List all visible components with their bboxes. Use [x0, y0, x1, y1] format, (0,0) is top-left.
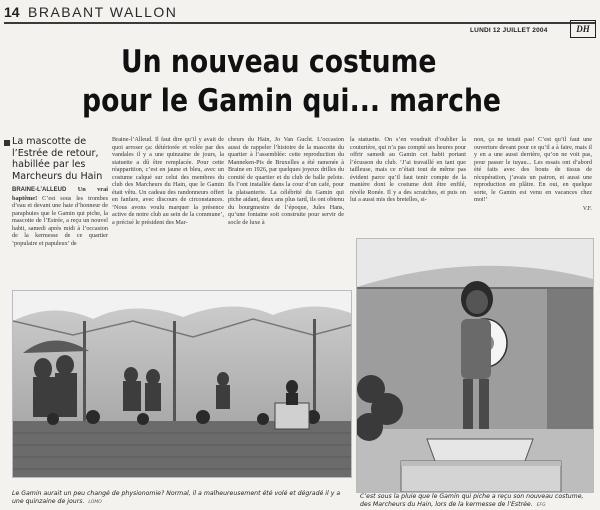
page-number: 14 [4, 4, 20, 20]
photo-gamin-statue [356, 238, 594, 493]
caption-left [12, 490, 350, 507]
photo-kermesse-crowd [12, 290, 352, 478]
article-column-3 [228, 136, 344, 226]
header-rule [4, 22, 596, 24]
caption-right-text: C’est sous la pluie que le Gamin qui piche a reçu son nouveau costume, des Marcheurs du Hain, lors de la kermesse de l’Estrée. [360, 493, 584, 508]
article-column-2 [112, 136, 224, 226]
standfirst-marker [4, 140, 10, 146]
column-3-text: cheurs du Hain, Jo Van Gucht. L’occasion aussi de rappeler l’histoire de la mascotte du quartier à l’assemblée: cette reproduction du Manneken-Pis de Bruxelles a été ramenée à Braine en 1926, par quelques joyeux drilles du comité de quartier et du club de balle pelote. Ils l’ont installée dans la cour d’un café, pour la plaisanterie. La célébrité du Gamin qui piche aidant, deux ans plus tard, ils ont obtenu du bourgmestre de l’époque, Jules Hans, qu’une fontaine soit construite pour servir de socle de luxe à [228, 136, 344, 226]
photo-kermesse-illustration [13, 291, 351, 477]
issue-date: LUNDI 12 JUILLET 2004 [470, 27, 548, 34]
newspaper-logo: DH [570, 20, 596, 38]
headline-line-2: pour le Gamin qui... marche [82, 83, 502, 119]
caption-right-credit: EFG [536, 503, 546, 508]
standfirst: La mascotte de l’Estrée de retour, habillée par les Marcheurs du Hain [12, 136, 103, 182]
caption-left-credit: LOMO [88, 500, 102, 505]
section-title: BRABANT WALLON [28, 4, 178, 20]
article-column-4 [350, 136, 466, 204]
article-column-1 [12, 186, 108, 247]
caption-right [360, 493, 592, 510]
article-column-5 [474, 136, 592, 213]
caption-left-text: Le Gamin aurait un peu changé de physionomie? Normal, il a malheureusement été volé et dégradé il y a une quinzaine de jours. [12, 490, 341, 505]
intro-phrase: Un vrai baptême! [12, 186, 109, 202]
column-1-text: C’est sous les trombes d’eau et devant une haie d’honneur de paraphuies que le Gamin qui piche, la mascotte de l’Estrée, a reçu un nouvel habit, samedi après midi à l’occasion de la kermesse de ce quartier ‘populaire et papuleux’ de [12, 194, 108, 247]
headline-line-1: Un nouveau costume [121, 44, 437, 80]
column-4-text: la statuette. On s’en voudrait d’oublier la couturière, qui n’a pas compté ses heures pour offrir samedi au Gamin cet habit portant l’écusson du club. ‘J’ai travaillé en tant que tailleuse, mais ce n’était tout de même pas évident parce qu’il faut tenir compte de la manière dont le costume doit être enfilé, révèle Ronée. Il y a des scratches, et puis on lui a aussi mis des bretelles, si- [350, 136, 466, 203]
column-2-text: Braine-l’Alleud. Il faut dire qu’il y avait de quoi arroser ça: détériorée et volée par des vandales il y a une quinzaine de jours, la statuette a dû être remplacée. Pour cette réapparition, c’est en jaune et bleu, avec un costume calqué sur celui des membres du club des Marcheurs du Hain, que le Gamin était vêtu. Un cadeau des randonneurs offert en fanfare, avec discours de circonstances. ‘Nous avons voulu marquer la présence active de notre club au sein de la commune’, a précisé le président des Mar- [112, 136, 224, 226]
column-5-text: non, ça ne tenait pas! C’est qu’il faut une ouverture devant pour ce qu’il a à faire, mais il y en a une aussi derrière, qu’on ne voit pas, pour passer le tuyau... Les essais ont d’abord été faits avec des bouts de tissus de récupération, j’avais un patron, et aussi une reproduction en plâtre. En oui, en quelque sorte, le Gamin est venu en vacances chez moi!’ [474, 136, 592, 203]
dateline: BRAINE-L’ALLEUD [12, 187, 67, 193]
author-signature: V.F. [582, 205, 592, 212]
photo-statue-illustration [357, 239, 593, 492]
